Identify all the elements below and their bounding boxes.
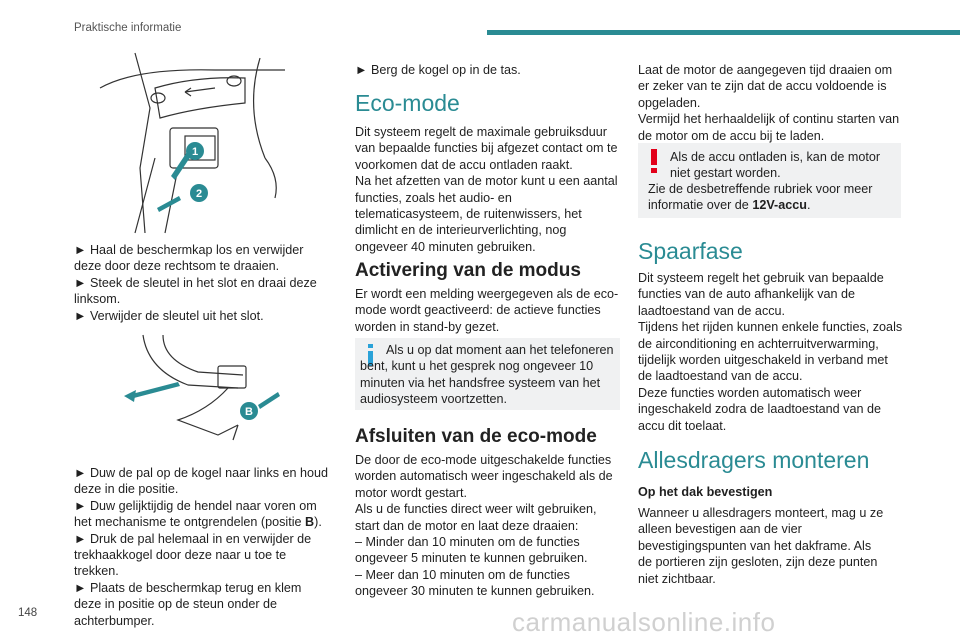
page-number: 148 [18, 607, 38, 619]
spaarfase-text: Dit systeem regelt het gebruik van bepaalde functies van de auto afhankelijk van de laadtoestand van de accu. Tijdens het rijden kunnen enkele functies, zoals de airconditioning en achterruitverwarming, tijdelijk worden uitgeschakeld in verband met de laadtoestand van de accu. Deze functies worden automatisch weer ingeschakeld zodra de laadtoestand van de accu dit toelaat. [638, 271, 903, 433]
figure-label-2: 2 [195, 188, 203, 200]
heading-spaarfase: Spaarfase [638, 238, 743, 264]
step-item: ► Druk de pal helemaal in en verwijder de trekhaakkogel door deze naar u toe te trekken. [74, 531, 312, 579]
step-item: ► Duw de pal op de kogel naar links en houd deze in die positie. [74, 466, 329, 497]
exit-eco-text: De door de eco-mode uitgeschakelde functies worden automatisch weer ingeschakeld als de motor wordt gestart. Als u de functies direct weer wilt gebruiken, start dan de motor en laat deze draaien: – Minder dan 10 minuten om de functies ongeveer 5 minuten te kunnen gebruiken. – Meer dan 10 minuten om de functies ongeveer 30 minuten te kunnen gebruiken. [355, 453, 613, 599]
activation-text: Er wordt een melding weergegeven als de eco-mode wordt geactiveerd: de actieve functies worden in stand-by gezet. [355, 287, 619, 334]
position-label: B [305, 515, 315, 530]
roof-mount-text: Wanneer u allesdragers monteert, mag u ze alleen bevestigen aan de vier bevestigingspunten van het dakframe. Als de portieren zijn gesloten, zijn deze punten niet zichtbaar. [638, 506, 884, 586]
watermark: carmanualsonline.info [512, 607, 776, 637]
steps-remove-ball [74, 465, 332, 629]
step-item: ► Haal de beschermkap los en verwijder deze door deze rechtsom te draaien. [74, 243, 304, 274]
warning-note-text-1: Als de accu ontladen is, kan de motor niet gestart worden. [670, 150, 881, 181]
info-note-text: Als u op dat moment aan het telefoneren bent, kunt u het gesprek nog ongeveer 10 minuten via het handsfree systeem van het audiosysteem voortzetten. [360, 343, 614, 407]
warning-note-text-2: Zie de desbetreffende rubriek voor meer informatie over de 12V-accu. [648, 182, 873, 213]
heading-exit-eco-mode: Afsluiten van de eco-mode [355, 426, 597, 447]
header-accent-bar [487, 30, 960, 35]
towball-release-illustration [118, 330, 288, 450]
battery-link[interactable]: 12V-accu [752, 198, 807, 213]
battery-advice-text: Laat de motor de aangegeven tijd draaien om er zeker van te zijn dat de accu voldoende is opgeladen. Vermijd het herhaaldelijk of continu starten van de motor om de accu bij te laden. [638, 63, 900, 143]
figure-label-b: B [245, 406, 253, 418]
step-item: ► Steek de sleutel in het slot en draai deze linksom. [74, 275, 317, 307]
heading-eco-mode: Eco-mode [355, 90, 460, 116]
step-item: ► Duw gelijktijdig de hendel naar voren om het mechanisme te ontgrendelen (positie B). [74, 498, 322, 530]
step-item: ► Plaats de beschermkap terug en klem deze in positie op de steun onder de achterbumper. [74, 580, 302, 628]
heading-activation: Activering van de modus [355, 260, 581, 281]
running-header: Praktische informatie [74, 22, 182, 34]
figure-label-1: 1 [191, 146, 199, 158]
steps-remove-cap [74, 242, 332, 324]
towbar-lock-illustration [95, 48, 290, 238]
heading-roof-racks: Allesdragers monteren [638, 447, 870, 473]
subheading-roof-mount: Op het dak bevestigen [638, 485, 773, 499]
eco-mode-text: Dit systeem regelt de maximale gebruiksduur van bepaalde functies bij afgezet contact om te voorkomen dat de accu ontladen raakt. Na het afzetten van de motor kunt u een aantal functies, zoals het audio- en telematicasysteem, de ruitenwissers, het dimlicht en de interieurverlichting, nog ongeveer 40 minuten gebruiken. [355, 125, 618, 254]
info-note-box [355, 338, 620, 410]
warning-note-box [638, 143, 901, 218]
step-store-ball: ► Berg de kogel op in de tas. [355, 63, 521, 77]
warning-icon [650, 149, 658, 173]
step-item: ► Verwijder de sleutel uit het slot. [74, 308, 264, 323]
